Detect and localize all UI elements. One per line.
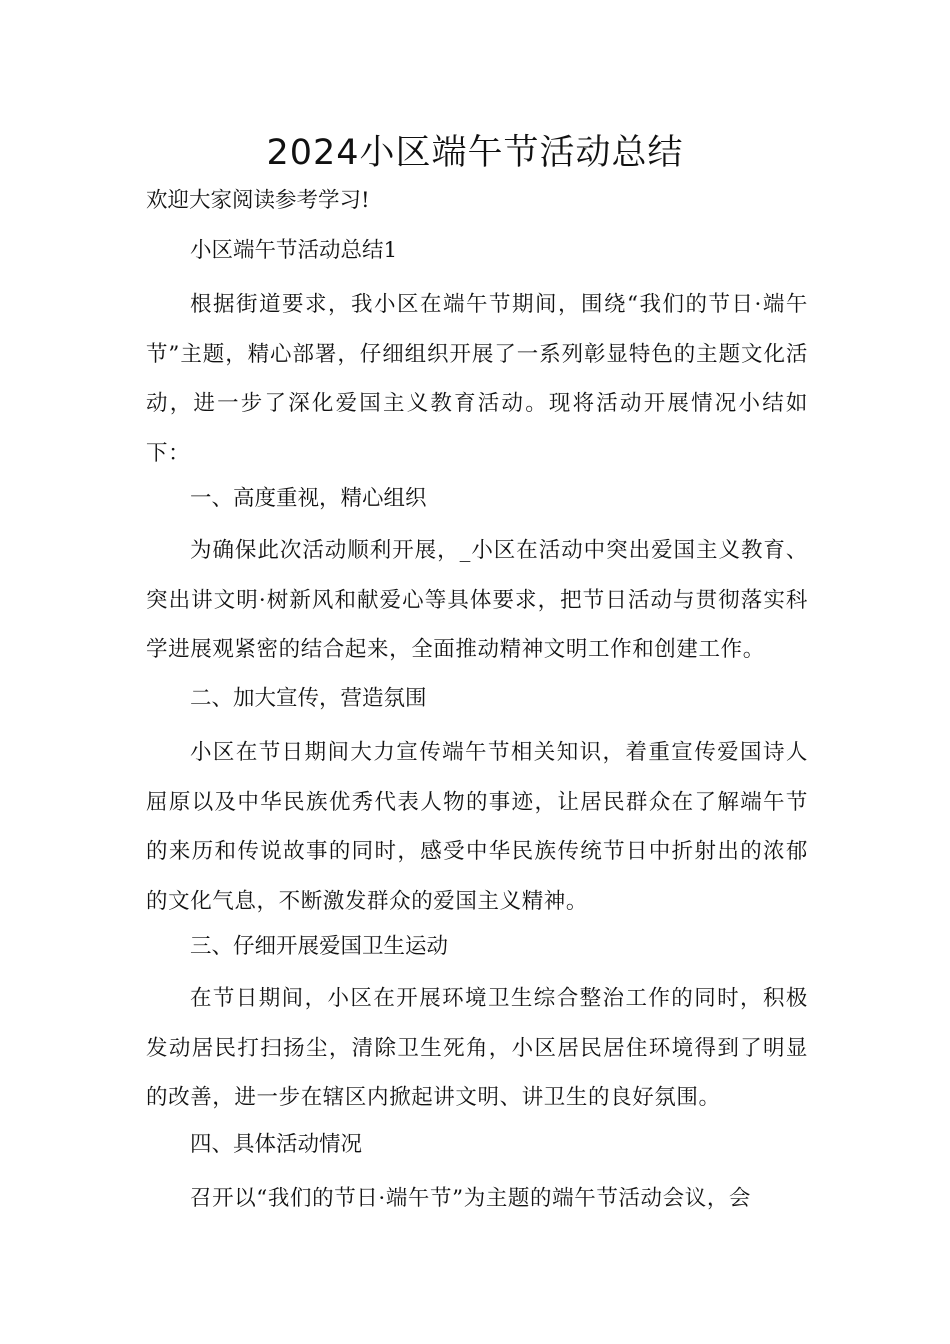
paragraph-intro: 根据街道要求，我小区在端午节期间，围绕“我们的节日·端午节”主题，精心部署，仔细组织开展了一系列彰显特色的主题文化活动，进一步了深化爱国主义教育活动。现将活动开展情况小结如下： xyxy=(146,292,808,466)
heading-sanitation: 三、仔细开展爱国卫生运动 xyxy=(190,934,449,959)
paragraph-organize: 为确保此次活动顺利开展，_小区在活动中突出爱国主义教育、突出讲文明·树新风和献爱心等具体要求，把节日活动与贯彻落实科学进展观紧密的结合起来，全面推动精神文明工作和创建工作。 xyxy=(146,538,808,663)
heading-organize: 一、高度重视，精心组织 xyxy=(190,486,427,511)
heading-publicity: 二、加大宣传，营造氛围 xyxy=(190,686,427,711)
paragraph-sanitation: 在节日期间，小区在开展环境卫生综合整治工作的同时，积极发动居民打扫扬尘，清除卫生死角，小区居民居住环境得到了明显的改善，进一步在辖区内掀起讲文明、讲卫生的良好氛围。 xyxy=(146,986,808,1111)
document-title: 2024小区端午节活动总结 xyxy=(266,133,684,173)
heading-activities: 四、具体活动情况 xyxy=(190,1132,363,1157)
paragraph-activities: 召开以“我们的节日·端午节”为主题的端午节活动会议，会 xyxy=(190,1186,752,1211)
intro-line: 欢迎大家阅读参考学习! xyxy=(146,188,370,213)
paragraph-publicity: 小区在节日期间大力宣传端午节相关知识，着重宣传爱国诗人屈原以及中华民族优秀代表人物的事迹，让居民群众在了解端午节的来历和传说故事的同时，感受中华民族传统节日中折射出的浓郁的文化气息，不断激发群众的爱国主义精神。 xyxy=(146,740,808,914)
section-subtitle: 小区端午节活动总结1 xyxy=(190,238,398,263)
